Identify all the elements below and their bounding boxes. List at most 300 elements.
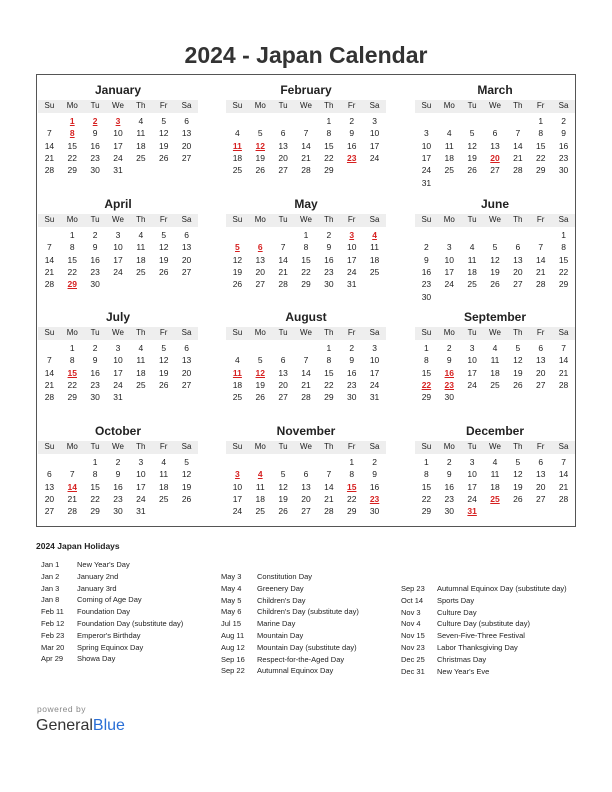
day-cell: 19 (513, 481, 523, 492)
holiday-date: Sep 16 (221, 654, 245, 664)
holiday-day: 16 (444, 367, 454, 378)
day-cell: 1 (561, 230, 566, 240)
day-cell: 7 (280, 242, 286, 253)
day-cell: 16 (558, 140, 569, 151)
holiday-item (221, 643, 357, 652)
day-cell: 27 (513, 279, 523, 290)
day-cell: 7 (303, 128, 309, 139)
weekday-label: Th (324, 101, 334, 110)
page-title: 2024 - Japan Calendar (184, 42, 428, 68)
day-cell: 6 (492, 128, 498, 139)
day-cell: 26 (232, 279, 243, 290)
day-cell: 21 (67, 493, 77, 504)
weekday-label: Mo (254, 442, 266, 451)
weekday-label: Mo (254, 101, 266, 110)
day-cell: 30 (346, 392, 357, 403)
weekday-label: Su (44, 328, 55, 337)
day-cell: 23 (346, 379, 357, 390)
holiday-name: Autumnal Equinox Day (substitute day) (437, 584, 567, 593)
holiday-item (401, 619, 530, 628)
weekday-label: Th (136, 215, 146, 224)
holiday-name: Labor Thanksgiving Day (437, 643, 518, 652)
day-cell: 26 (513, 379, 523, 390)
day-cell: 19 (181, 481, 192, 492)
day-cell: 27 (535, 379, 546, 390)
day-cell: 26 (255, 392, 265, 403)
day-cell: 27 (255, 279, 265, 290)
day-cell: 30 (444, 506, 454, 517)
weekday-label: Tu (278, 215, 288, 224)
holiday-name: January 2nd (77, 571, 119, 581)
day-cell: 24 (346, 266, 357, 277)
day-cell: 20 (44, 493, 55, 504)
day-cell: 5 (492, 242, 498, 253)
weekday-header (226, 327, 386, 340)
weekday-label: Su (44, 442, 55, 451)
holiday-day: 14 (67, 481, 77, 492)
holiday-item (401, 631, 525, 640)
day-cell: 9 (372, 469, 377, 480)
day-cell: 25 (232, 392, 243, 403)
day-cell: 3 (469, 457, 475, 467)
holiday-day: 3 (235, 469, 240, 480)
day-cell: 17 (467, 367, 477, 378)
day-cell: 26 (278, 506, 288, 517)
weekday-label: Mo (443, 328, 455, 337)
day-cell: 26 (181, 493, 192, 504)
day-cell: 7 (538, 242, 544, 253)
day-cell: 17 (444, 266, 454, 277)
day-cell: 16 (421, 266, 432, 277)
day-cell: 22 (324, 152, 334, 163)
weekday-label: Su (232, 101, 243, 110)
day-cell: 16 (113, 481, 123, 492)
month-name: January (94, 83, 142, 97)
day-cell: 21 (44, 379, 55, 390)
day-cell: 21 (324, 493, 334, 504)
weekday-label: Th (513, 442, 523, 451)
holiday-date: Dec 31 (401, 666, 425, 676)
holiday-item (41, 619, 183, 628)
month-name: November (276, 424, 336, 438)
holiday-item (41, 560, 130, 569)
weekday-label: Sa (369, 442, 380, 451)
day-cell: 10 (421, 140, 432, 151)
day-cell: 19 (513, 367, 523, 378)
holiday-name: New Year's Eve (437, 666, 490, 676)
day-cell: 4 (235, 355, 240, 366)
weekday-label: Mo (66, 328, 78, 337)
day-cell: 19 (158, 140, 169, 151)
holiday-item (401, 655, 486, 664)
weekday-label: Mo (66, 101, 78, 110)
day-cell: 18 (136, 140, 146, 151)
holiday-name: Marine Day (257, 619, 296, 629)
month-name: August (285, 310, 327, 324)
holiday-name: Constitution Day (257, 572, 313, 581)
day-cell: 27 (301, 506, 311, 517)
day-cell: 3 (372, 116, 377, 126)
day-cell: 31 (113, 392, 123, 403)
day-cell: 9 (446, 469, 452, 480)
day-cell: 30 (369, 506, 380, 517)
weekday-label: Fr (536, 215, 545, 224)
day-cell: 20 (181, 140, 192, 151)
holiday-name: Showa Day (77, 654, 116, 664)
day-cell: 1 (326, 343, 332, 353)
weekday-label: Tu (90, 101, 100, 110)
holiday-item (221, 655, 344, 664)
day-cell: 22 (301, 266, 311, 277)
day-cell: 31 (346, 279, 357, 290)
day-cell: 14 (558, 469, 569, 480)
day-cell: 6 (515, 242, 521, 253)
day-cell: 9 (349, 355, 355, 366)
day-cell: 19 (278, 493, 288, 504)
day-cell: 24 (113, 152, 123, 163)
day-cell: 5 (257, 128, 263, 139)
holiday-item (41, 572, 118, 581)
day-cell: 20 (181, 254, 192, 265)
holiday-day: 12 (255, 140, 265, 151)
day-cell: 28 (301, 392, 311, 403)
day-cell: 7 (47, 128, 52, 139)
day-cell: 18 (158, 481, 169, 492)
day-cell: 14 (324, 481, 334, 492)
weekday-label: We (489, 442, 501, 451)
day-cell: 4 (138, 116, 144, 126)
day-cell: 6 (184, 230, 189, 240)
holiday-date: Dec 25 (401, 654, 425, 664)
day-cell: 21 (558, 481, 569, 492)
day-cell: 13 (44, 481, 55, 492)
day-cell: 7 (303, 355, 309, 366)
day-cell: 5 (515, 457, 521, 467)
holiday-day: 23 (369, 493, 380, 504)
day-cell: 2 (115, 457, 121, 467)
day-cell: 7 (47, 242, 52, 253)
holiday-date: Nov 4 (401, 619, 421, 629)
holiday-date: Jan 1 (41, 560, 60, 569)
holiday-name: Culture Day (437, 607, 477, 617)
day-cell: 9 (424, 254, 429, 265)
day-cell: 27 (535, 493, 546, 504)
day-cell: 20 (181, 367, 192, 378)
holiday-date: Jan 3 (41, 583, 60, 593)
holiday-item (221, 666, 333, 675)
holiday-name: Foundation Day (substitute day) (77, 619, 184, 628)
day-cell: 14 (278, 254, 288, 265)
day-cell: 4 (446, 128, 452, 139)
day-cell: 20 (255, 266, 265, 277)
holiday-item (401, 643, 518, 652)
weekday-label: Tu (278, 442, 288, 451)
day-cell: 28 (67, 506, 77, 517)
day-cell: 23 (90, 379, 100, 390)
day-cell: 18 (490, 367, 500, 378)
day-cell: 8 (92, 469, 98, 480)
weekday-label: Tu (90, 328, 100, 337)
day-cell: 8 (424, 469, 429, 480)
weekday-label: Tu (90, 215, 100, 224)
day-cell: 25 (136, 152, 146, 163)
day-cell: 16 (324, 254, 334, 265)
day-cell: 4 (138, 343, 144, 353)
holiday-item (401, 667, 489, 676)
holiday-date: May 3 (221, 572, 242, 581)
month-name: September (463, 310, 527, 324)
day-cell: 28 (278, 279, 288, 290)
holiday-date: Jul 15 (221, 619, 242, 629)
day-cell: 13 (490, 140, 500, 151)
weekday-label: Th (324, 442, 334, 451)
weekday-label: We (112, 215, 124, 224)
holiday-name: January 3rd (77, 583, 117, 593)
holiday-date: Nov 3 (401, 607, 421, 617)
weekday-label: Th (513, 328, 523, 337)
weekday-label: Su (421, 328, 432, 337)
day-cell: 24 (467, 493, 477, 504)
day-cell: 24 (113, 266, 123, 277)
day-cell: 22 (558, 266, 569, 277)
day-cell: 5 (184, 457, 189, 467)
generalblue-logo[interactable] (36, 717, 125, 735)
day-cell: 10 (467, 469, 477, 480)
day-cell: 16 (90, 140, 100, 151)
day-cell: 28 (44, 392, 55, 403)
powered-by-text: powered by (37, 704, 86, 714)
holiday-date: May 6 (221, 607, 242, 617)
weekday-label: Sa (369, 101, 380, 110)
holiday-day: 4 (257, 469, 263, 480)
day-cell: 7 (561, 343, 566, 353)
weekday-header (226, 100, 386, 113)
day-cell: 20 (535, 481, 546, 492)
day-cell: 21 (44, 266, 55, 277)
day-cell: 26 (513, 493, 523, 504)
day-cell: 22 (535, 152, 546, 163)
day-cell: 8 (303, 242, 309, 253)
day-cell: 18 (232, 379, 243, 390)
day-cell: 13 (278, 140, 288, 151)
day-cell: 19 (158, 367, 169, 378)
holiday-item (221, 607, 359, 616)
holiday-day: 5 (235, 242, 240, 253)
holiday-name: Foundation Day (77, 607, 130, 617)
holiday-date: Sep 23 (401, 584, 425, 593)
day-cell: 9 (92, 128, 98, 139)
day-cell: 17 (113, 140, 123, 151)
day-cell: 3 (469, 343, 475, 353)
holiday-day: 15 (346, 481, 357, 492)
weekday-label: Fr (159, 215, 168, 224)
day-cell: 13 (181, 242, 192, 253)
day-cell: 2 (446, 343, 452, 353)
day-cell: 13 (255, 254, 265, 265)
day-cell: 11 (255, 481, 265, 492)
day-cell: 5 (280, 469, 286, 480)
day-cell: 1 (349, 457, 355, 467)
day-cell: 9 (92, 355, 98, 366)
weekday-label: Fr (536, 328, 545, 337)
weekday-header (226, 214, 386, 227)
day-cell: 19 (232, 266, 243, 277)
weekday-label: Tu (467, 101, 477, 110)
day-cell: 20 (278, 152, 288, 163)
day-cell: 29 (324, 392, 334, 403)
day-cell: 4 (492, 343, 498, 353)
day-cell: 10 (467, 355, 477, 366)
day-cell: 28 (324, 506, 334, 517)
day-cell: 13 (181, 355, 192, 366)
day-cell: 2 (92, 343, 98, 353)
day-cell: 11 (444, 140, 454, 151)
month-name: March (477, 83, 513, 97)
day-cell: 19 (255, 379, 265, 390)
day-cell: 25 (444, 165, 454, 176)
day-cell: 2 (349, 343, 355, 353)
holiday-day: 8 (69, 128, 75, 139)
day-cell: 5 (469, 128, 475, 139)
day-cell: 25 (255, 506, 265, 517)
weekday-header (226, 441, 386, 454)
day-cell: 22 (67, 152, 77, 163)
day-cell: 8 (424, 355, 429, 366)
holiday-name: Mountain Day (257, 631, 304, 640)
day-cell: 3 (446, 242, 452, 253)
day-cell: 14 (44, 254, 55, 265)
holiday-item (41, 584, 117, 593)
weekday-label: Sa (558, 215, 569, 224)
holiday-date: Oct 14 (401, 595, 424, 605)
day-cell: 5 (257, 355, 263, 366)
day-cell: 1 (424, 343, 429, 353)
holiday-day: 12 (255, 367, 265, 378)
day-cell: 21 (301, 152, 311, 163)
day-cell: 31 (136, 506, 146, 517)
day-cell: 11 (136, 355, 146, 366)
day-cell: 14 (535, 254, 546, 265)
day-cell: 10 (369, 355, 380, 366)
weekday-label: Fr (347, 442, 356, 451)
day-cell: 28 (301, 165, 311, 176)
day-cell: 30 (90, 392, 100, 403)
holiday-date: Feb 11 (41, 607, 64, 617)
day-cell: 23 (421, 279, 432, 290)
holiday-date: Aug 12 (221, 642, 245, 652)
holiday-date: Sep 22 (221, 666, 245, 676)
day-cell: 15 (558, 254, 569, 265)
holiday-date: Feb 12 (41, 619, 65, 628)
holiday-date: Apr 29 (41, 654, 64, 664)
day-cell: 26 (158, 379, 169, 390)
day-cell: 28 (44, 279, 55, 290)
logo-blue: Blue (92, 717, 125, 734)
day-cell: 20 (301, 493, 311, 504)
weekday-header (38, 327, 198, 340)
month-name: October (94, 424, 141, 438)
holiday-item (401, 596, 474, 605)
day-cell: 1 (424, 457, 429, 467)
day-cell: 17 (346, 254, 357, 265)
holiday-item (401, 584, 567, 593)
day-cell: 6 (47, 469, 52, 480)
day-cell: 10 (444, 254, 454, 265)
weekday-label: Tu (278, 101, 288, 110)
holiday-name: New Year's Day (77, 560, 130, 569)
day-cell: 18 (255, 493, 265, 504)
day-cell: 2 (349, 116, 355, 126)
day-cell: 20 (535, 367, 546, 378)
day-cell: 14 (558, 355, 569, 366)
day-cell: 2 (372, 457, 377, 467)
day-cell: 29 (421, 506, 432, 517)
day-cell: 7 (561, 457, 566, 467)
day-cell: 15 (324, 140, 334, 151)
day-cell: 5 (161, 230, 167, 240)
day-cell: 15 (90, 481, 100, 492)
holiday-item (221, 572, 312, 581)
day-cell: 25 (490, 379, 500, 390)
day-cell: 23 (90, 152, 100, 163)
holiday-name: Children's Day (257, 595, 306, 605)
holiday-date: Jan 2 (41, 571, 60, 581)
holiday-item (221, 631, 303, 640)
day-cell: 8 (349, 469, 355, 480)
holiday-day: 20 (490, 152, 500, 163)
weekday-label: Su (421, 101, 432, 110)
day-cell: 10 (369, 128, 380, 139)
month-name: December (465, 424, 525, 438)
day-cell: 22 (421, 493, 432, 504)
day-cell: 19 (158, 254, 169, 265)
day-cell: 3 (138, 457, 144, 467)
month-name: February (280, 83, 332, 97)
day-cell: 23 (324, 266, 334, 277)
holiday-day: 25 (490, 493, 500, 504)
weekday-label: Su (44, 101, 55, 110)
holiday-name: Autumnal Equinox Day (257, 666, 334, 676)
day-cell: 2 (561, 116, 566, 126)
day-cell: 28 (513, 165, 523, 176)
day-cell: 29 (90, 506, 100, 517)
day-cell: 4 (469, 242, 475, 253)
day-cell: 14 (301, 140, 311, 151)
month-name: July (105, 310, 130, 324)
day-cell: 14 (44, 367, 55, 378)
holiday-name: Sports Day (437, 595, 475, 605)
holiday-item (221, 596, 306, 605)
weekday-header (415, 214, 575, 227)
day-cell: 23 (558, 152, 569, 163)
day-cell: 21 (301, 379, 311, 390)
day-cell: 9 (92, 242, 98, 253)
weekday-label: We (300, 328, 312, 337)
day-cell: 2 (446, 457, 452, 467)
day-cell: 16 (90, 254, 100, 265)
day-cell: 21 (278, 266, 288, 277)
holiday-name: Spring Equinox Day (77, 642, 144, 652)
day-cell: 17 (421, 152, 432, 163)
day-cell: 28 (535, 279, 546, 290)
day-cell: 28 (558, 379, 569, 390)
weekday-label: Fr (347, 101, 356, 110)
day-cell: 12 (232, 254, 243, 265)
day-cell: 8 (69, 355, 75, 366)
weekday-label: Tu (467, 328, 477, 337)
day-cell: 9 (349, 128, 355, 139)
month-name: May (294, 197, 318, 211)
